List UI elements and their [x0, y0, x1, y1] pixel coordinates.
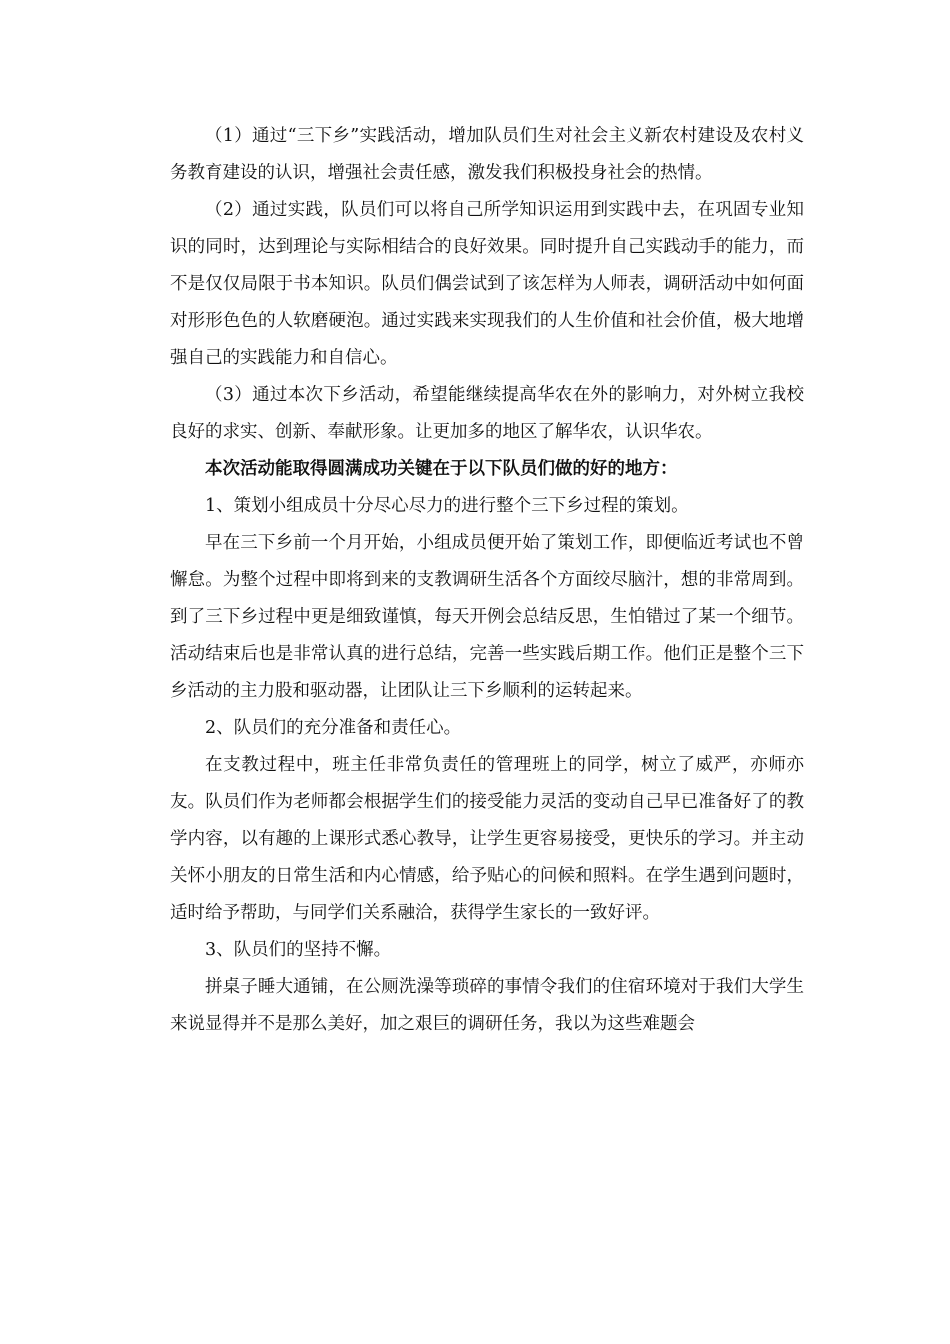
point-3-body: 拼桌子睡大通铺，在公厕洗澡等琐碎的事情令我们的住宿环境对于我们大学生来说显得并不是那么美好，加之艰巨的调研任务，我以为这些难题会 — [170, 977, 804, 1034]
section-heading: 本次活动能取得圆满成功关键在于以下队员们做的好的地方： — [205, 459, 678, 479]
paragraph-goal-3: （3）通过本次下乡活动，希望能继续提高华农在外的影响力，对外树立我校良好的求实、创新、奉献形象。让更加多的地区了解华农，认识华农。 — [170, 385, 804, 442]
point-2-body: 在支教过程中，班主任非常负责任的管理班上的同学，树立了威严，亦师亦友。队员们作为老师都会根据学生们的接受能力灵活的变动自己早已准备好了的教学内容，以有趣的上课形式悉心教导，让学生更容易接受，更快乐的学习。并主动关怀小朋友的日常生活和内心情感，给予贴心的问候和照料。在学生遇到问题时，适时给予帮助，与同学们关系融洽，获得学生家长的一致好评。 — [170, 755, 804, 923]
point-1-heading: 1、策划小组成员十分尽心尽力的进行整个三下乡过程的策划。 — [205, 496, 689, 516]
point-3-heading: 3、队员们的坚持不懈。 — [205, 940, 392, 960]
paragraph-goal-2: （2）通过实践，队员们可以将自己所学知识运用到实践中去，在巩固专业知识的同时，达到理论与实际相结合的良好效果。同时提升自己实践动手的能力，而不是仅仅局限于书本知识。队员们偶尝试到了该怎样为人师表，调研活动中如何面对形形色色的人软磨硬泡。通过实践来实现我们的人生价值和社会价值，极大地增强自己的实践能力和自信心。 — [170, 200, 804, 368]
point-2-heading: 2、队员们的充分准备和责任心。 — [205, 718, 462, 738]
document-page — [170, 118, 804, 1043]
point-1-body: 早在三下乡前一个月开始，小组成员便开始了策划工作，即便临近考试也不曾懈怠。为整个过程中即将到来的支教调研生活各个方面绞尽脑汁，想的非常周到。到了三下乡过程中更是细致谨慎，每天开例会总结反思，生怕错过了某一个细节。活动结束后也是非常认真的进行总结，完善一些实践后期工作。他们正是整个三下乡活动的主力股和驱动器，让团队让三下乡顺利的运转起来。 — [170, 533, 804, 701]
paragraph-goal-1: （1）通过“三下乡”实践活动，增加队员们生对社会主义新农村建设及农村义务教育建设的认识，增强社会责任感，激发我们积极投身社会的热情。 — [170, 126, 804, 183]
